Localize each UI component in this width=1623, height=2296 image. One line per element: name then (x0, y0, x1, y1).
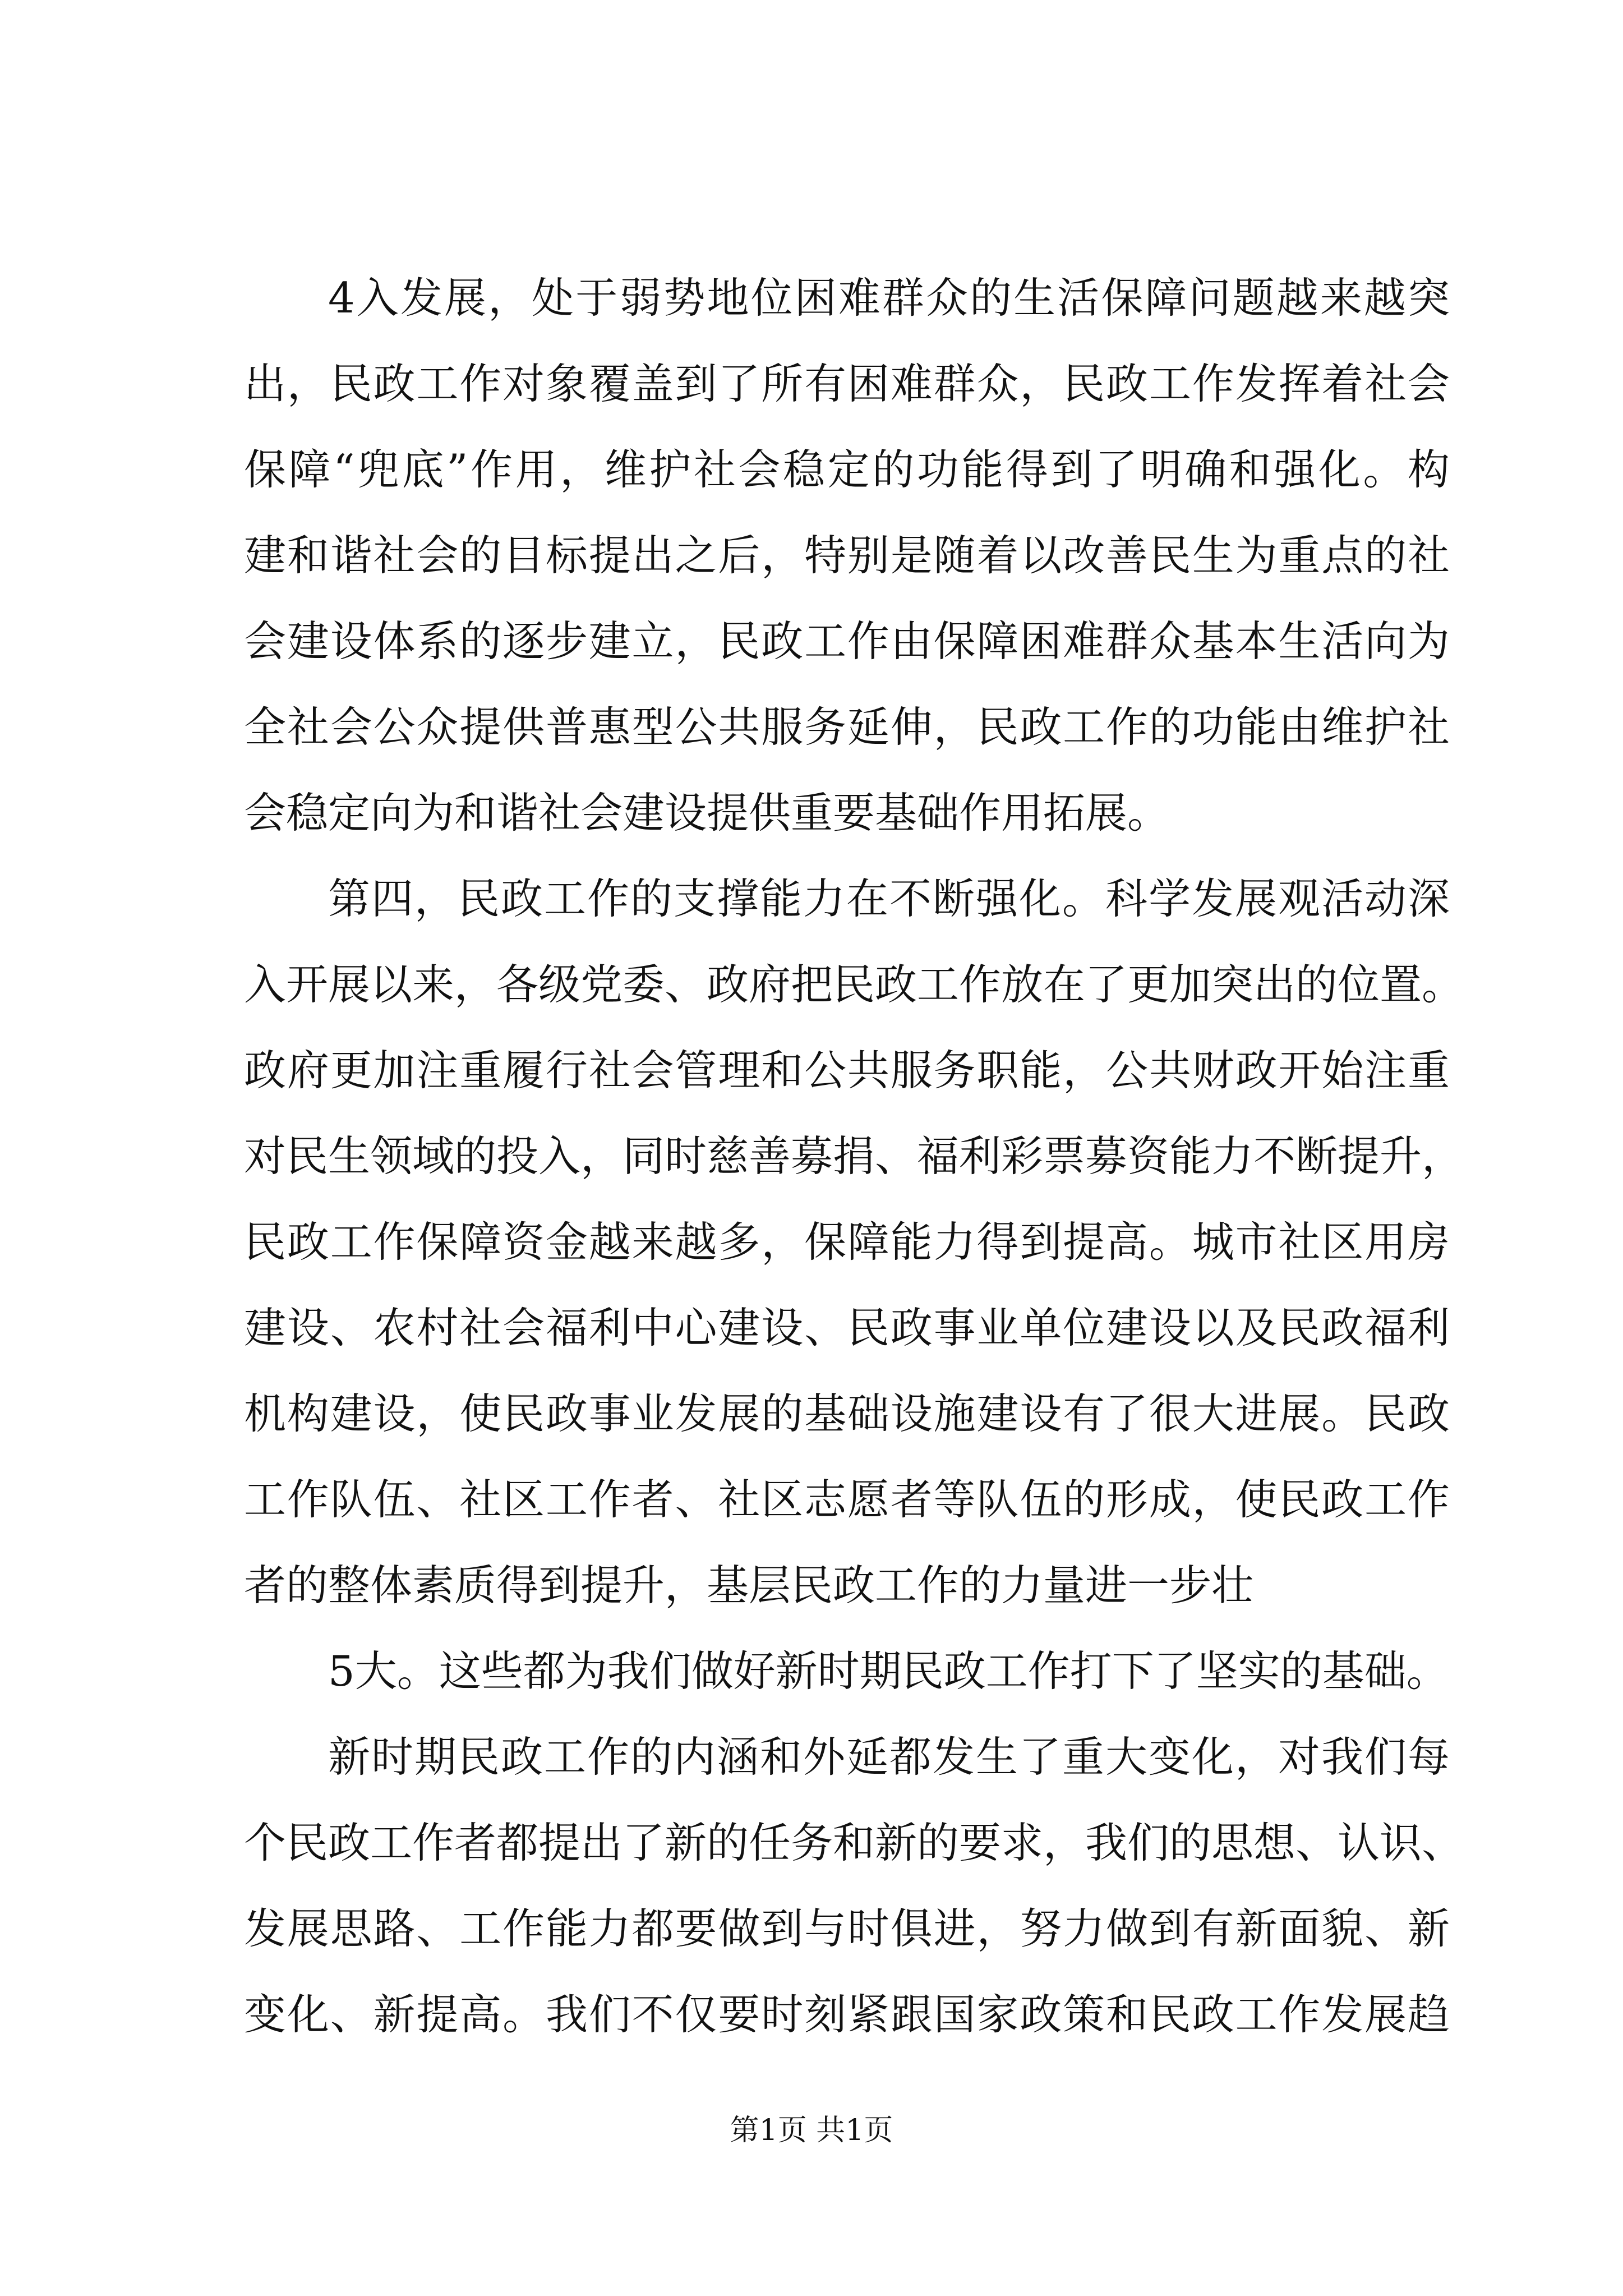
text-line: 工作队伍、社区工作者、社区志愿者等队伍的形成，使民政工作 (244, 1475, 1450, 1524)
text-line: 对民生领域的投入，同时慈善募捐、福利彩票募资能力不断提升， (244, 1131, 1464, 1181)
text-line: 建和谐社会的目标提出之后，特别是随着以改善民生为重点的社 (244, 531, 1450, 580)
text-line: 新时期民政工作的内涵和外延都发生了重大变化，对我们每 (328, 1732, 1450, 1782)
text-line: 发展思路、工作能力都要做到与时俱进，努力做到有新面貌、新 (244, 1904, 1450, 1953)
text-line: 5大。这些都为我们做好新时期民政工作打下了坚实的基础。 (328, 1646, 1449, 1696)
body-text (244, 255, 1464, 2058)
text-line: 者的整体素质得到提升，基层民政工作的力量进一步壮 (244, 1561, 1254, 1610)
text-line: 会稳定向为和谐社会建设提供重要基础作用拓展。 (244, 788, 1170, 838)
text-line: 机构建设，使民政事业发展的基础设施建设有了很大进展。民政 (244, 1389, 1450, 1438)
text-line: 保障“兜底”作用，维护社会稳定的功能得到了明确和强化。构 (244, 445, 1450, 494)
page-footer (0, 2106, 1623, 2148)
text-line: 变化、新提高。我们不仅要时刻紧跟国家政策和民政工作发展趋 (244, 1990, 1450, 2039)
text-line: 4入发展，处于弱势地位困难群众的生活保障问题越来越突 (328, 273, 1450, 323)
text-line: 入开展以来，各级党委、政府把民政工作放在了更加突出的位置。 (244, 960, 1464, 1009)
text-line: 出，民政工作对象覆盖到了所有困难群众，民政工作发挥着社会 (244, 359, 1450, 408)
text-line: 全社会公众提供普惠型公共服务延伸，民政工作的功能由维护社 (244, 702, 1450, 752)
text-line: 建设、农村社会福利中心建设、民政事业单位建设以及民政福利 (244, 1303, 1450, 1352)
text-line: 个民政工作者都提出了新的任务和新的要求，我们的思想、认识、 (244, 1818, 1464, 1867)
text-line: 第四，民政工作的支撑能力在不断强化。科学发展观活动深 (328, 874, 1450, 923)
text-line: 会建设体系的逐步建立，民政工作由保障困难群众基本生活向为 (244, 616, 1450, 666)
text-line: 民政工作保障资金越来越多，保障能力得到提高。城市社区用房 (244, 1217, 1450, 1267)
page-number-label: 第1页 共1页 (730, 2114, 893, 2147)
text-line: 政府更加注重履行社会管理和公共服务职能，公共财政开始注重 (244, 1046, 1450, 1095)
